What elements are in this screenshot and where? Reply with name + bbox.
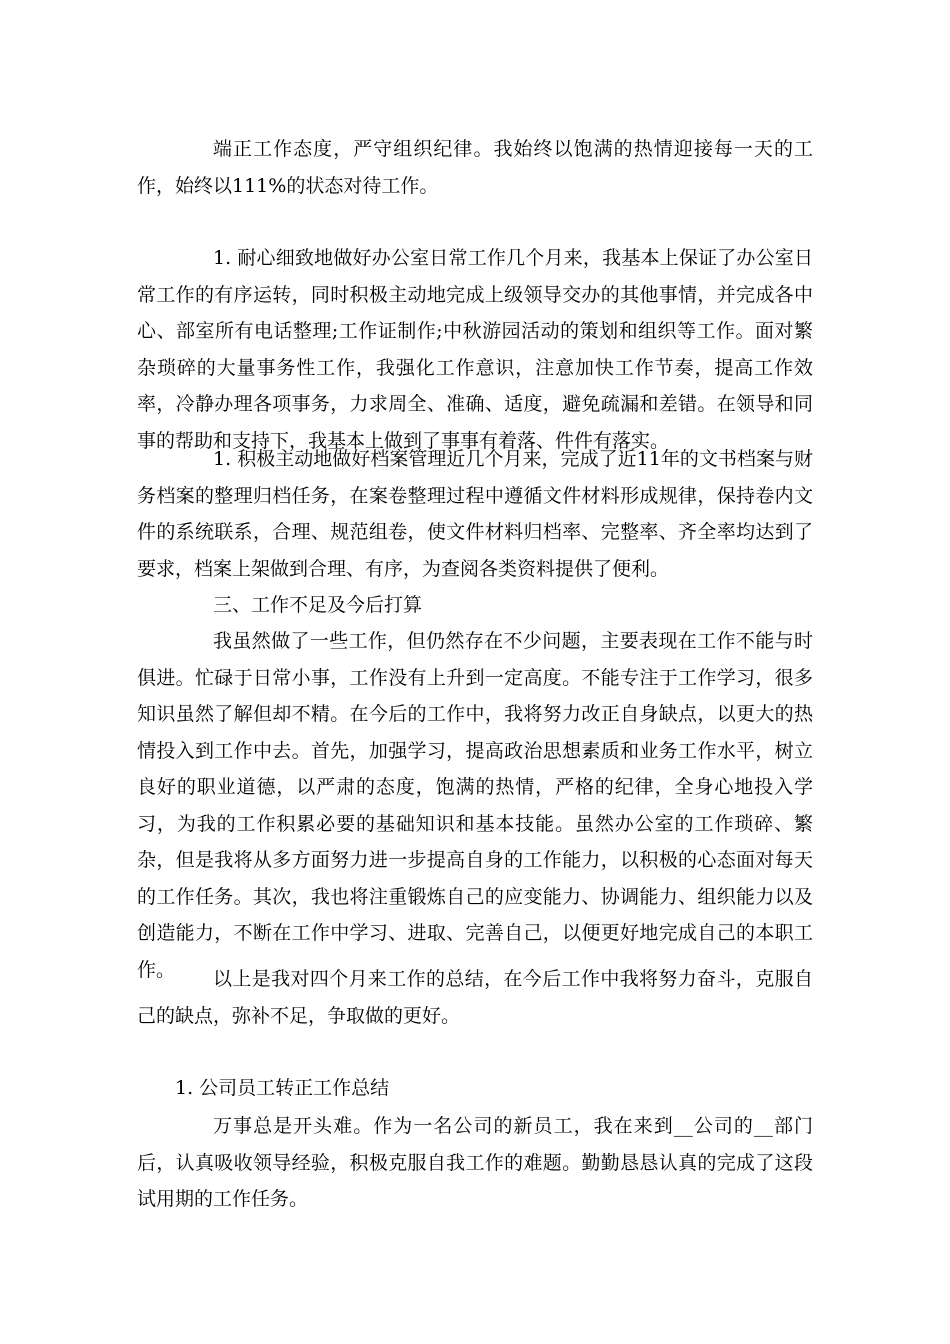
section-heading-shortcomings: 三、工作不足及今后打算 <box>213 594 423 616</box>
paragraph-office-daily-work: 1. 耐心细致地做好办公室日常工作几个月来，我基本上保证了办公室日常工作的有序运转，同时积极主动地完成上级领导交办的其他事情，并完成各中心、部室所有电话整理;工作证制作;中秋游园活动的策划和组织等工作。面对繁杂琐碎的大量事务性工作，我强化工作意识，注意加快工作节奏，提高工作效率，冷静办理各项事务，力求周全、准确、适度，避免疏漏和差错。在领导和同事的帮助和支持下，我基本上做到了事事有着落、件件有落实。 <box>137 247 813 452</box>
paragraph-new-employee: 万事总是开头难。作为一名公司的新员工，我在来到__公司的__部门后，认真吸收领导经验，积极克服自我工作的难题。勤勤恳恳认真的完成了这段试用期的工作任务。 <box>137 1115 813 1210</box>
paragraph-work-attitude: 端正工作态度，严守组织纪律。我始终以饱满的热情迎接每一天的工作，始终以111%的状态对待工作。 <box>137 138 813 197</box>
paragraph-archive-management: 1. 积极主动地做好档案管理近几个月来，完成了近11年的文书档案与财务档案的整理归档任务，在案卷整理过程中遵循文件材料形成规律，保持卷内文件的系统联系，合理、规范组卷，使文件材料归档率、完整率、齐全率均达到了要求，档案上架做到合理、有序，为查阅各类资料提供了便利。 <box>137 448 813 580</box>
section-heading-probation-summary: 1. 公司员工转正工作总结 <box>175 1077 390 1099</box>
paragraph-shortcomings-plan: 我虽然做了一些工作，但仍然存在不少问题，主要表现在工作不能与时俱进。忙碌于日常小事，工作没有上升到一定高度。不能专注于工作学习，很多知识虽然了解但却不精。在今后的工作中，我将努力改正自身缺点，以更大的热情投入到工作中去。首先，加强学习，提高政治思想素质和业务工作水平，树立良好的职业道德，以严肃的态度，饱满的热情，严格的纪律，全身心地投入学习，为我的工作积累必要的基础知识和基本技能。虽然办公室的工作琐碎、繁杂，但是我将从多方面努力进一步提高自身的工作能力，以积极的心态面对每天的工作任务。其次，我也将注重锻炼自己的应变能力、协调能力、组织能力以及创造能力，不断在工作中学习、进取、完善自己，以便更好地完成自己的本职工作。 <box>137 630 813 981</box>
paragraph-summary-conclusion: 以上是我对四个月来工作的总结，在今后工作中我将努力奋斗，克服自己的缺点，弥补不足，争取做的更好。 <box>137 968 813 1027</box>
